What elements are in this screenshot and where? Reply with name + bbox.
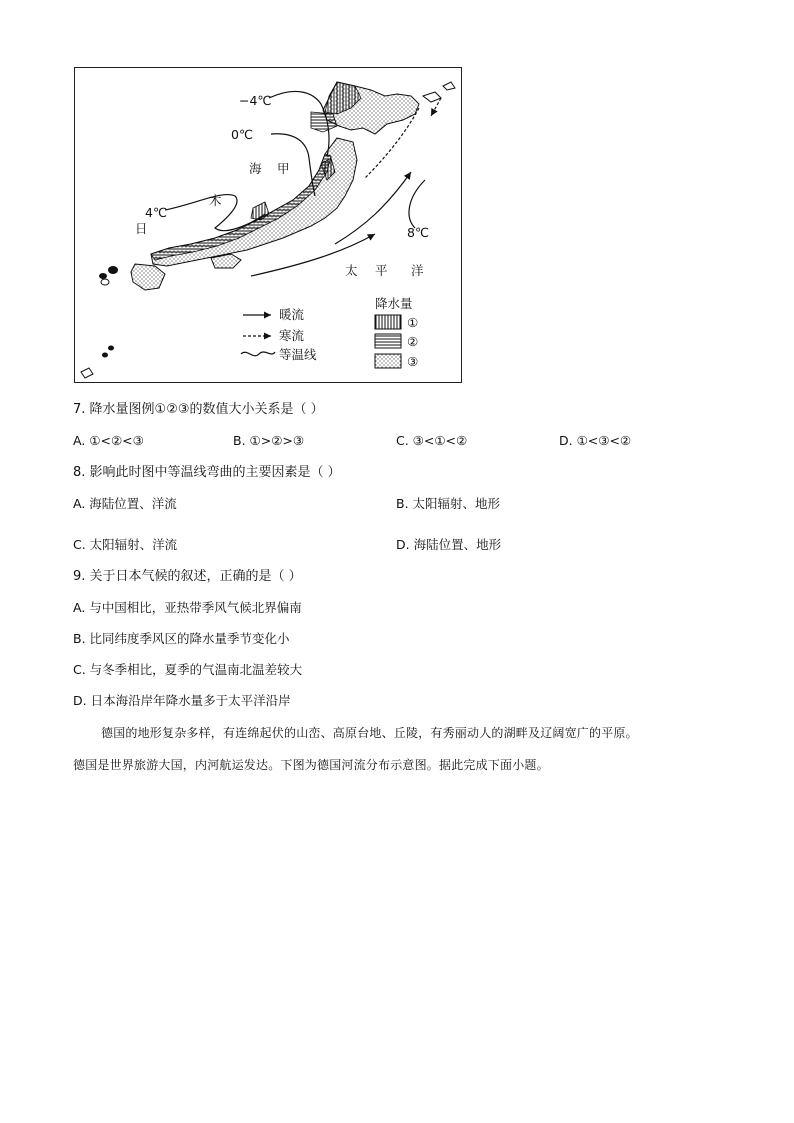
isotherm-0-label: 0℃ xyxy=(231,127,253,142)
ocean-label-tai: 太 xyxy=(345,263,358,278)
question-9-option-b[interactable]: B. 比同纬度季风区的降水量季节变化小 xyxy=(73,631,290,646)
question-7-option-d[interactable]: D. ①<③<② xyxy=(559,433,632,448)
sea-label-ri: 日 xyxy=(135,221,148,236)
ocean-label-ping: 平 xyxy=(375,263,388,278)
ocean-label-yang: 洋 xyxy=(411,263,424,278)
question-7-option-a[interactable]: A. ①<②<③ xyxy=(73,433,144,448)
passage-line-1: 德国的地形复杂多样，有连绵起伏的山峦、高原台地、丘陵，有秀丽动人的湖畔及辽阔宽广的平原。 xyxy=(101,726,638,740)
isotherm-4-label: 4℃ xyxy=(145,205,167,220)
passage-line-2: 德国是世界旅游大国，内河航运发达。下图为德国河流分布示意图。据此完成下面小题。 xyxy=(73,758,549,772)
legend-cold-current: 寒流 xyxy=(279,328,305,343)
question-9-stem: 9. 关于日本气候的叙述，正确的是（ ） xyxy=(73,569,302,584)
question-8-option-b[interactable]: B. 太阳辐射、地形 xyxy=(396,496,501,511)
question-9-option-a[interactable]: A. 与中国相比，亚热带季风气候北界偏南 xyxy=(73,600,302,615)
question-7-option-c[interactable]: C. ③<①<② xyxy=(396,433,468,448)
legend-isotherm: 等温线 xyxy=(279,347,317,362)
question-8-option-d[interactable]: D. 海陆位置、地形 xyxy=(396,537,502,552)
legend-warm-current: 暖流 xyxy=(279,307,305,322)
sea-label-mu: 木 xyxy=(209,193,222,208)
question-8-option-c[interactable]: C. 太阳辐射、洋流 xyxy=(73,537,178,552)
isotherm-minus4-label: −4℃ xyxy=(239,93,272,108)
honshu xyxy=(151,138,357,266)
legend-precip-2: ② xyxy=(407,334,419,349)
question-9-option-d[interactable]: D. 日本海沿岸年降水量多于太平洋沿岸 xyxy=(73,693,291,708)
question-9-option-c[interactable]: C. 与冬季相比，夏季的气温南北温差较大 xyxy=(73,662,303,677)
question-7-option-b[interactable]: B. ①>②>③ xyxy=(233,433,305,448)
sea-label-hai: 海 xyxy=(249,161,262,176)
japan-climate-map xyxy=(74,67,462,383)
question-7-stem: 7. 降水量图例①②③的数值大小关系是（ ） xyxy=(73,402,324,417)
location-jia-label: 甲 xyxy=(277,161,290,176)
hokkaido xyxy=(311,82,419,134)
legend-precip-title: 降水量 xyxy=(375,296,413,311)
legend-precip-3: ③ xyxy=(407,354,419,369)
question-8-option-a[interactable]: A. 海陆位置、洋流 xyxy=(73,496,177,511)
question-8-stem: 8. 影响此时图中等温线弯曲的主要因素是（ ） xyxy=(73,465,341,480)
map-drawing xyxy=(75,68,463,384)
legend-precip-1: ① xyxy=(407,315,419,330)
isotherm-8-label: 8℃ xyxy=(407,225,429,240)
